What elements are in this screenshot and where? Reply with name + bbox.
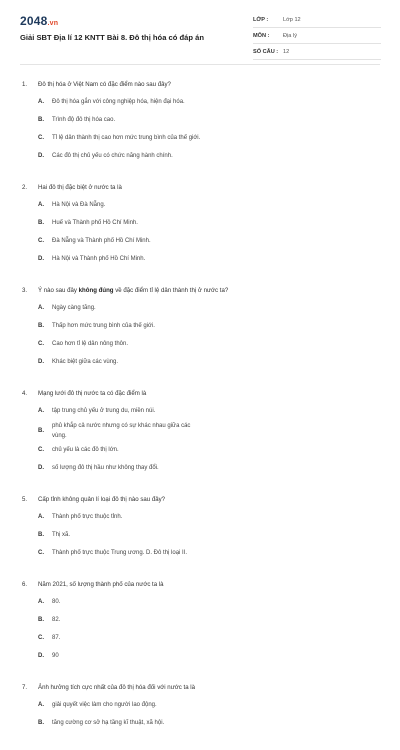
- question-number: 6.: [22, 581, 28, 588]
- option-text: 82.: [52, 617, 61, 624]
- option-text: phủ khắp cả nước nhưng có sự khác nhau giữa các vùng.: [52, 423, 191, 439]
- question: [0, 286, 400, 373]
- answer-option[interactable]: [38, 95, 210, 111]
- meta-value: Địa lý: [283, 32, 297, 39]
- option-letter: D.: [38, 653, 44, 660]
- question-text: Ảnh hưởng tích cực nhất của đô thị hóa đối với nước ta là: [38, 684, 196, 691]
- answer-option[interactable]: [38, 355, 210, 371]
- option-letter: D.: [38, 359, 44, 366]
- answer-option[interactable]: [38, 546, 210, 562]
- question-stem: [0, 286, 400, 295]
- site-logo[interactable]: [20, 14, 58, 28]
- answer-option[interactable]: [38, 131, 210, 147]
- option-letter: B.: [38, 323, 44, 330]
- option-text: Hà Nội và Đà Nẵng.: [52, 202, 106, 209]
- answer-option[interactable]: [38, 461, 210, 477]
- answer-option[interactable]: [38, 404, 210, 420]
- option-text: Khác biệt giữa các vùng.: [52, 359, 119, 366]
- answer-option[interactable]: [38, 613, 210, 629]
- answer-option[interactable]: [38, 252, 210, 268]
- answer-option[interactable]: [38, 528, 210, 544]
- option-letter: B.: [38, 427, 44, 434]
- document-title: Giải SBT Địa lí 12 KNTT Bài 8. Đô thị hóa có đáp án: [20, 33, 204, 42]
- question-stem: [0, 80, 400, 89]
- meta-value: Lớp 12: [283, 16, 301, 23]
- option-text: 80.: [52, 599, 61, 606]
- question-number: 7.: [22, 684, 28, 691]
- header-divider: [20, 64, 380, 65]
- option-letter: D.: [38, 256, 44, 263]
- answer-options: [0, 698, 400, 734]
- question-text: Cấp tỉnh không quản lí loại đô thị nào sau đây?: [38, 496, 166, 503]
- question-text: Ý nào sau đây không đúng về đặc điểm tỉ lệ dân thành thị ở nước ta?: [38, 287, 229, 294]
- logo-suffix: .vn: [47, 20, 59, 27]
- answer-options: [0, 510, 400, 564]
- answer-option[interactable]: [38, 198, 210, 214]
- question-stem: [0, 495, 400, 504]
- option-text: 87.: [52, 635, 61, 642]
- question: [0, 389, 400, 479]
- answer-option[interactable]: [38, 631, 210, 647]
- option-letter: B.: [38, 720, 44, 727]
- option-text: Các đô thị chủ yếu có chức năng hành chính.: [52, 153, 173, 160]
- answer-option[interactable]: [38, 649, 210, 665]
- question-text: Mạng lưới đô thị nước ta có đặc điểm là: [38, 390, 147, 397]
- option-letter: C.: [38, 635, 44, 642]
- option-letter: C.: [38, 447, 44, 454]
- option-text: Đô thị hóa gắn với công nghiệp hóa, hiện đại hóa.: [52, 99, 185, 106]
- option-letter: A.: [38, 702, 44, 709]
- option-letter: A.: [38, 514, 44, 521]
- question-number: 2.: [22, 184, 28, 191]
- question-stem: [0, 683, 400, 692]
- meta-label: LỚP :: [253, 16, 269, 23]
- option-text: Hà Nội và Thành phố Hồ Chí Minh.: [52, 256, 146, 263]
- option-text: Thành phố trực thuộc Trung ương. D. Đô thị loại II.: [52, 550, 188, 557]
- question-text: Năm 2021, số lượng thành phố của nước ta là: [38, 581, 164, 588]
- question: [0, 580, 400, 667]
- option-text: Thị xã.: [52, 532, 71, 539]
- answer-option[interactable]: [38, 113, 210, 129]
- option-letter: B.: [38, 117, 44, 124]
- option-letter: A.: [38, 599, 44, 606]
- option-text: Huế và Thành phố Hồ Chí Minh.: [52, 220, 138, 227]
- logo-number: 2048: [20, 14, 48, 28]
- question-number: 5.: [22, 496, 28, 503]
- option-text: tăng cường cơ sở hạ tầng kĩ thuật, xã hội.: [52, 720, 165, 727]
- option-text: Trình độ đô thị hóa cao.: [52, 117, 116, 124]
- question-stem: [0, 580, 400, 589]
- answer-option[interactable]: [38, 422, 210, 441]
- answer-option[interactable]: [38, 301, 210, 317]
- answer-options: [0, 404, 400, 479]
- question: [0, 80, 400, 167]
- question-text: Đô thị hóa ở Việt Nam có đặc điểm nào sau đây?: [38, 81, 171, 88]
- meta-row-subject: [253, 28, 381, 44]
- question-stem: [0, 183, 400, 192]
- option-text: Ngày càng tăng.: [52, 305, 96, 312]
- question-number: 1.: [22, 81, 28, 88]
- option-text: Thấp hơn mức trung bình của thế giới.: [52, 323, 155, 330]
- option-letter: D.: [38, 465, 44, 472]
- meta-row-count: [253, 44, 381, 60]
- option-text: Thành phố trực thuộc tỉnh.: [52, 514, 123, 521]
- answer-option[interactable]: [38, 716, 210, 732]
- option-letter: C.: [38, 238, 44, 245]
- option-text: 90: [52, 653, 59, 660]
- answer-option[interactable]: [38, 595, 210, 611]
- meta-row-grade: [253, 12, 381, 28]
- option-text: giải quyết việc làm cho người lao động.: [52, 702, 157, 709]
- answer-option[interactable]: [38, 443, 210, 459]
- question: [0, 683, 400, 734]
- question: [0, 183, 400, 270]
- emphasis-text: không đúng: [78, 287, 114, 294]
- option-letter: C.: [38, 341, 44, 348]
- question-stem: [0, 389, 400, 398]
- meta-label: MÔN :: [253, 32, 270, 39]
- option-letter: A.: [38, 305, 44, 312]
- question-number: 4.: [22, 390, 28, 397]
- option-letter: A.: [38, 99, 44, 106]
- question: [0, 495, 400, 564]
- answer-option[interactable]: [38, 698, 210, 714]
- option-text: Đà Nẵng và Thành phố Hồ Chí Minh.: [52, 238, 151, 245]
- answer-option[interactable]: [38, 510, 210, 526]
- answer-option[interactable]: [38, 216, 210, 232]
- question-list: [0, 80, 400, 750]
- question-text: Hai đô thị đặc biệt ở nước ta là: [38, 184, 122, 191]
- header: [0, 0, 400, 64]
- answer-option[interactable]: [38, 234, 210, 250]
- answer-options: [0, 301, 400, 373]
- option-letter: B.: [38, 532, 44, 539]
- meta-label: SỐ CÂU :: [253, 48, 279, 55]
- option-text: Tỉ lệ dân thành thị cao hơn mức trung bình của thế giới.: [52, 135, 201, 142]
- option-letter: D.: [38, 153, 44, 160]
- option-letter: B.: [38, 220, 44, 227]
- answer-options: [0, 198, 400, 270]
- meta-value: 12: [283, 48, 290, 55]
- answer-options: [0, 95, 400, 167]
- option-letter: B.: [38, 617, 44, 624]
- option-letter: A.: [38, 408, 44, 415]
- meta-table: [253, 12, 381, 60]
- question-number: 3.: [22, 287, 28, 294]
- option-letter: A.: [38, 202, 44, 209]
- answer-option[interactable]: [38, 319, 210, 335]
- option-text: tập trung chủ yếu ở trung du, miền núi.: [52, 408, 156, 415]
- option-text: chủ yếu là các đô thị lớn.: [52, 447, 119, 454]
- option-text: số lượng đô thị hầu như không thay đổi.: [52, 465, 159, 472]
- answer-options: [0, 595, 400, 667]
- answer-option[interactable]: [38, 149, 210, 165]
- answer-option[interactable]: [38, 337, 210, 353]
- option-letter: C.: [38, 135, 44, 142]
- option-text: Cao hơn tỉ lệ dân nông thôn.: [52, 341, 128, 348]
- option-letter: C.: [38, 550, 44, 557]
